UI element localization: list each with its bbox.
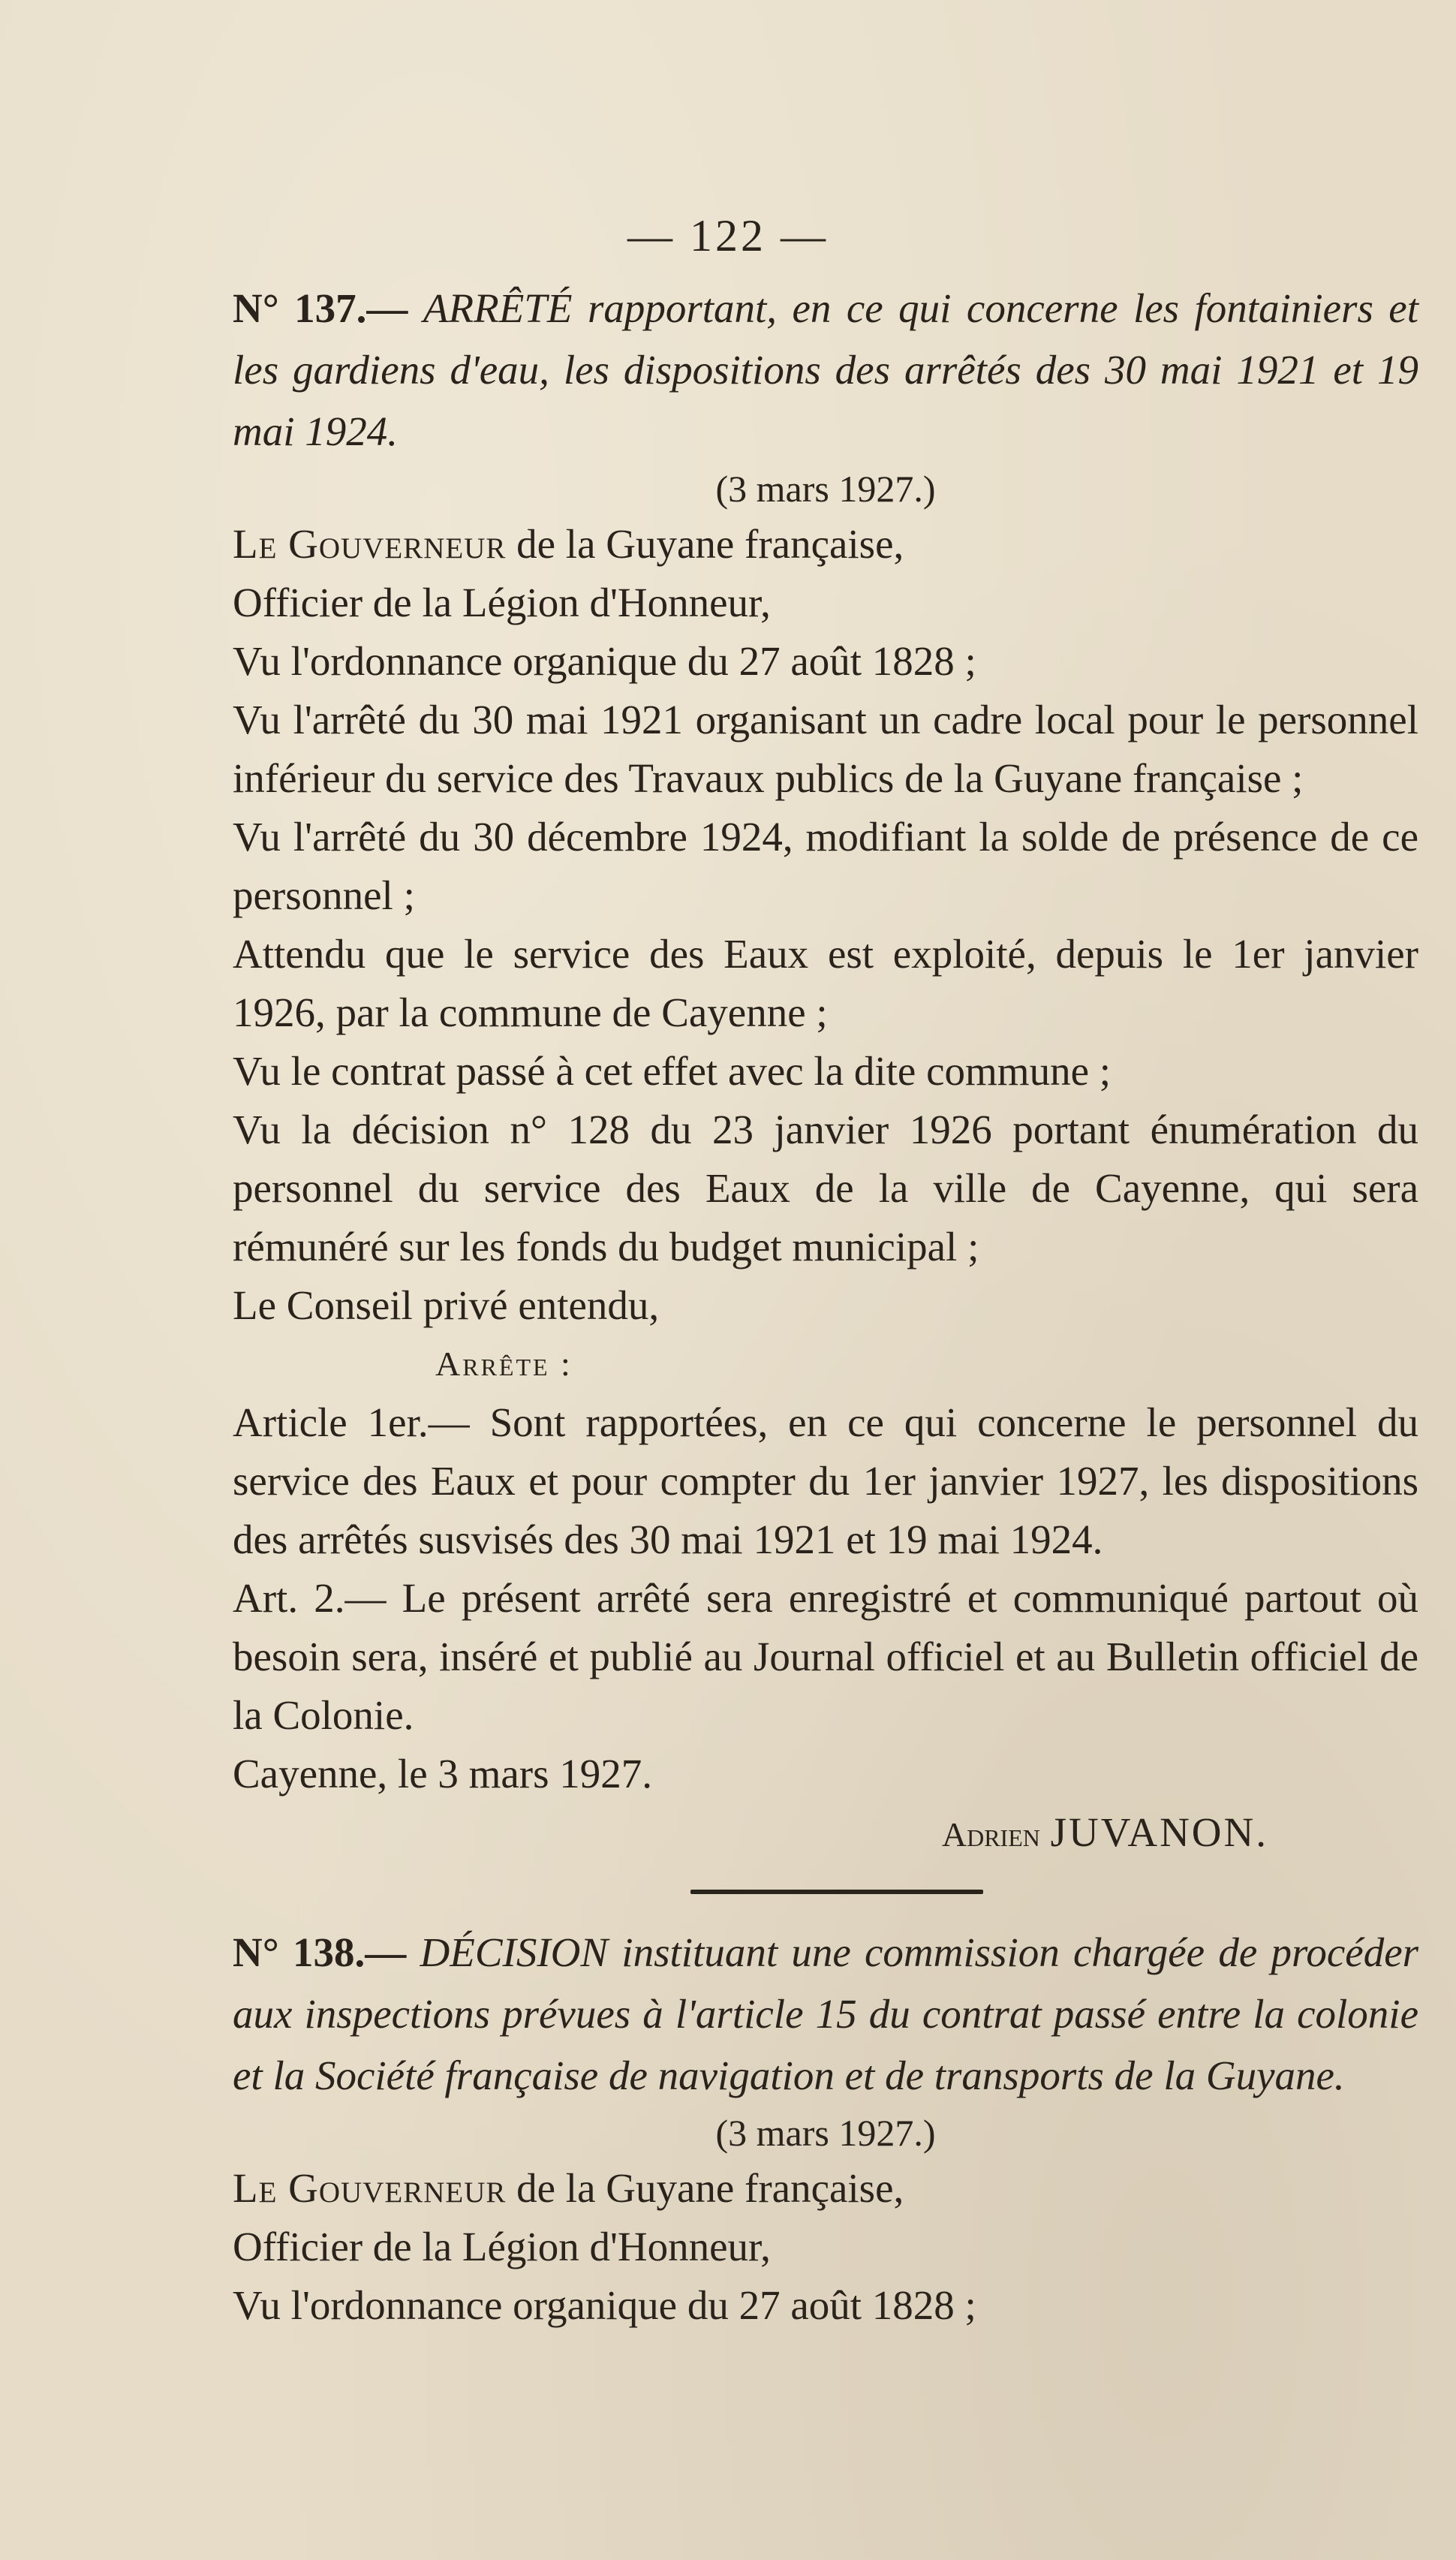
decree-137-visa-3: Vu l'arrêté du 30 décembre 1924, modifiant la solde de présence de ce personnel ; <box>233 814 1418 918</box>
decree-137-visa-1: Vu l'ordonnance organique du 27 août 1828 ; <box>233 638 976 684</box>
decision-138-governor-rest: de la Guyane française, <box>516 2165 904 2211</box>
section-separator <box>690 1890 983 1894</box>
decision-138-governor-title: Le Gouverneur <box>233 2165 507 2211</box>
decree-137-visa-4: Attendu que le service des Eaux est exploité, depuis le 1er janvier 1926, par la commune de Cayenne ; <box>233 931 1418 1035</box>
decree-137 <box>233 278 1418 1864</box>
decree-137-number: N° 137.— <box>233 285 408 331</box>
decree-137-officer: Officier de la Légion d'Honneur, <box>233 580 771 625</box>
decree-137-place-date: Cayenne, le 3 mars 1927. <box>233 1751 653 1797</box>
decree-137-governor <box>233 515 1418 574</box>
decision-138-title: DÉCISION instituant une commission chargée de procéder aux inspections prévues à l'article 15 du contrat passé entre la colonie et la Société française de navigation et de transports de la Guyane. <box>233 1929 1419 2098</box>
decree-137-governor-rest: de la Guyane française, <box>516 521 904 567</box>
decision-138-visa-1: Vu l'ordonnance organique du 27 août 1828 ; <box>233 2282 976 2328</box>
decision-138-officer: Officier de la Légion d'Honneur, <box>233 2224 771 2269</box>
decree-137-article-2: Art. 2.— Le présent arrêté sera enregistré et communiqué partout où besoin sera, inséré et publié au Journal officiel et au Bulletin officiel de la Colonie. <box>233 1575 1418 1738</box>
decision-138-number: N° 138.— <box>233 1929 407 1975</box>
decree-137-visa-6: Vu la décision n° 128 du 23 janvier 1926 portant énumération du personnel du service des Eaux de la ville de Cayenne, qui sera rémunéré sur les fonds du budget municipal ; <box>233 1107 1418 1269</box>
decree-137-signature <box>233 1803 1418 1864</box>
decree-137-arrete-label: Arrête : <box>435 1345 573 1383</box>
decree-137-date: (3 mars 1927.) <box>715 468 936 510</box>
decree-137-heading <box>233 278 1418 462</box>
decision-138-date: (3 mars 1927.) <box>715 2112 936 2154</box>
signature-last-name: JUVANON. <box>1050 1809 1268 1855</box>
decree-137-visa-5: Vu le contrat passé à cet effet avec la dite commune ; <box>233 1048 1112 1094</box>
decree-137-governor-title: Le Gouverneur <box>233 521 507 567</box>
decision-138-governor <box>233 2159 1418 2218</box>
signature-first-name: Adrien <box>941 1815 1040 1854</box>
decree-137-visa-2: Vu l'arrêté du 30 mai 1921 organisant un cadre local pour le personnel inférieur du service des Travaux publics de la Guyane française ; <box>233 697 1418 801</box>
decree-137-visa-7: Le Conseil privé entendu, <box>233 1282 660 1328</box>
decision-138 <box>233 1922 1418 2335</box>
page-number: — 122 — <box>627 211 829 261</box>
decision-138-heading <box>233 1922 1418 2107</box>
decree-137-article-1: Article 1er.— Sont rapportées, en ce qui concerne le personnel du service des Eaux et pour compter du 1er janvier 1927, les dispositions des arrêtés susvisés des 30 mai 1921 et 19 mai 1924. <box>233 1399 1418 1562</box>
decree-137-title: ARRÊTÉ rapportant, en ce qui concerne les fontainiers et les gardiens d'eau, les dispositions des arrêtés des 30 mai 1921 et 19 mai 1924. <box>233 285 1419 454</box>
